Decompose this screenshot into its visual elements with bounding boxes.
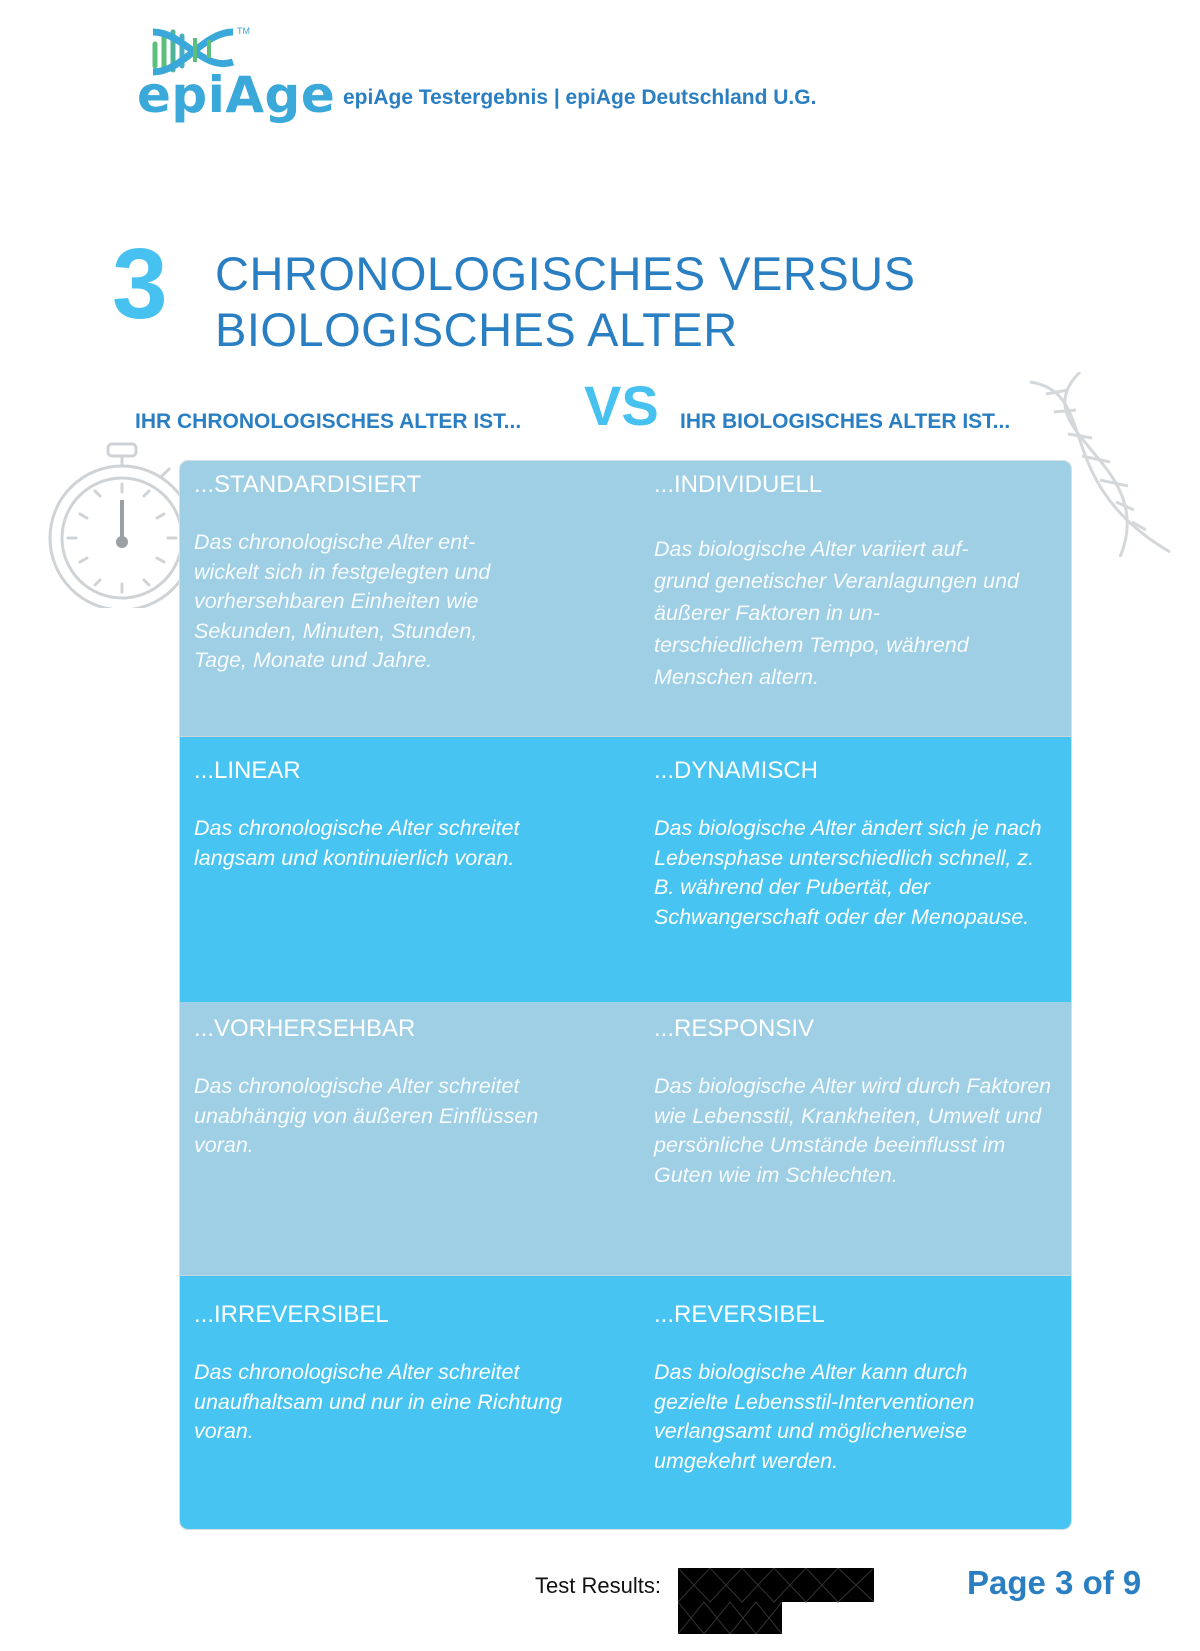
section-title-line1: CHRONOLOGISCHES VERSUS	[215, 247, 916, 300]
chronological-cell	[180, 461, 640, 736]
cell-heading: ...DYNAMISCH	[654, 757, 819, 784]
biological-cell	[640, 461, 1071, 736]
section-number: 3	[112, 228, 168, 340]
header-title: epiAge Testergebnis | epiAge Deutschland U.G.	[343, 86, 817, 109]
chronological-age-subheading: IHR CHRONOLOGISCHES ALTER IST...	[135, 410, 522, 433]
stopwatch-icon	[42, 438, 202, 608]
cell-heading: ...RESPONSIV	[654, 1015, 815, 1042]
cell-text: Das chronologische Alter ent-wickelt sich in festgelegten und vorhersehbaren Einheiten wie Sekunden, Minuten, Stunden, Tage, Monate und Jahre.	[194, 530, 491, 672]
cell-heading: ...LINEAR	[194, 757, 301, 784]
table-row	[180, 737, 1071, 1002]
cell-text: Das biologische Alter ändert sich je nach Lebensphase unterschiedlich schnell, z. B. während der Pubertät, der Schwangerschaft oder der Menopause.	[654, 816, 1042, 929]
biological-age-subheading: IHR BIOLOGISCHES ALTER IST...	[680, 410, 1011, 433]
cell-heading: ...INDIVIDUELL	[654, 471, 823, 498]
section-title-line2: BIOLOGISCHES ALTER	[215, 303, 738, 356]
redacted-test-id	[678, 1568, 874, 1634]
table-row	[180, 1002, 1071, 1275]
biological-cell	[640, 737, 1071, 1002]
biological-cell	[640, 1002, 1071, 1275]
cell-heading: ...STANDARDISIERT	[194, 471, 422, 498]
test-results-label: Test Results:	[535, 1573, 661, 1598]
vs-label: VS	[584, 374, 659, 437]
table-row	[180, 461, 1071, 736]
cell-heading: ...IRREVERSIBEL	[194, 1301, 389, 1328]
biological-cell	[640, 1276, 1071, 1529]
cell-text: Das biologische Alter variiert auf-grund genetischer Veranlagungen und äußerer Faktoren in un-terschiedlichem Tempo, während Menschen altern.	[654, 537, 1019, 689]
cell-text: Das chronologische Alter schreitet unaufhaltsam und nur in eine Richtung voran.	[194, 1360, 563, 1443]
cell-text: Das biologische Alter wird durch Faktoren wie Lebensstil, Krankheiten, Umwelt und persönliche Umstände beeinflusst im Guten wie im Schlechten.	[654, 1074, 1052, 1187]
trademark: TM	[237, 26, 250, 36]
chronological-cell	[180, 1276, 640, 1529]
comparison-table	[180, 461, 1071, 1529]
cell-heading: ...VORHERSEHBAR	[194, 1015, 416, 1042]
cell-text: Das chronologische Alter schreitet unabhängig von äußeren Einflüssen voran.	[194, 1074, 539, 1157]
cell-heading: ...REVERSIBEL	[654, 1301, 825, 1328]
cell-text: Das biologische Alter kann durch gezielte Lebensstil-Interventionen verlangsamt und möglicherweise umgekehrt werden.	[654, 1360, 975, 1473]
page-indicator: Page 3 of 9	[967, 1564, 1142, 1601]
cell-text: Das chronologische Alter schreitet langsam und kontinuierlich voran.	[194, 816, 520, 870]
chronological-cell	[180, 737, 640, 1002]
logo-wordmark: epiAge	[137, 66, 336, 124]
chronological-cell	[180, 1002, 640, 1275]
table-row	[180, 1276, 1071, 1529]
